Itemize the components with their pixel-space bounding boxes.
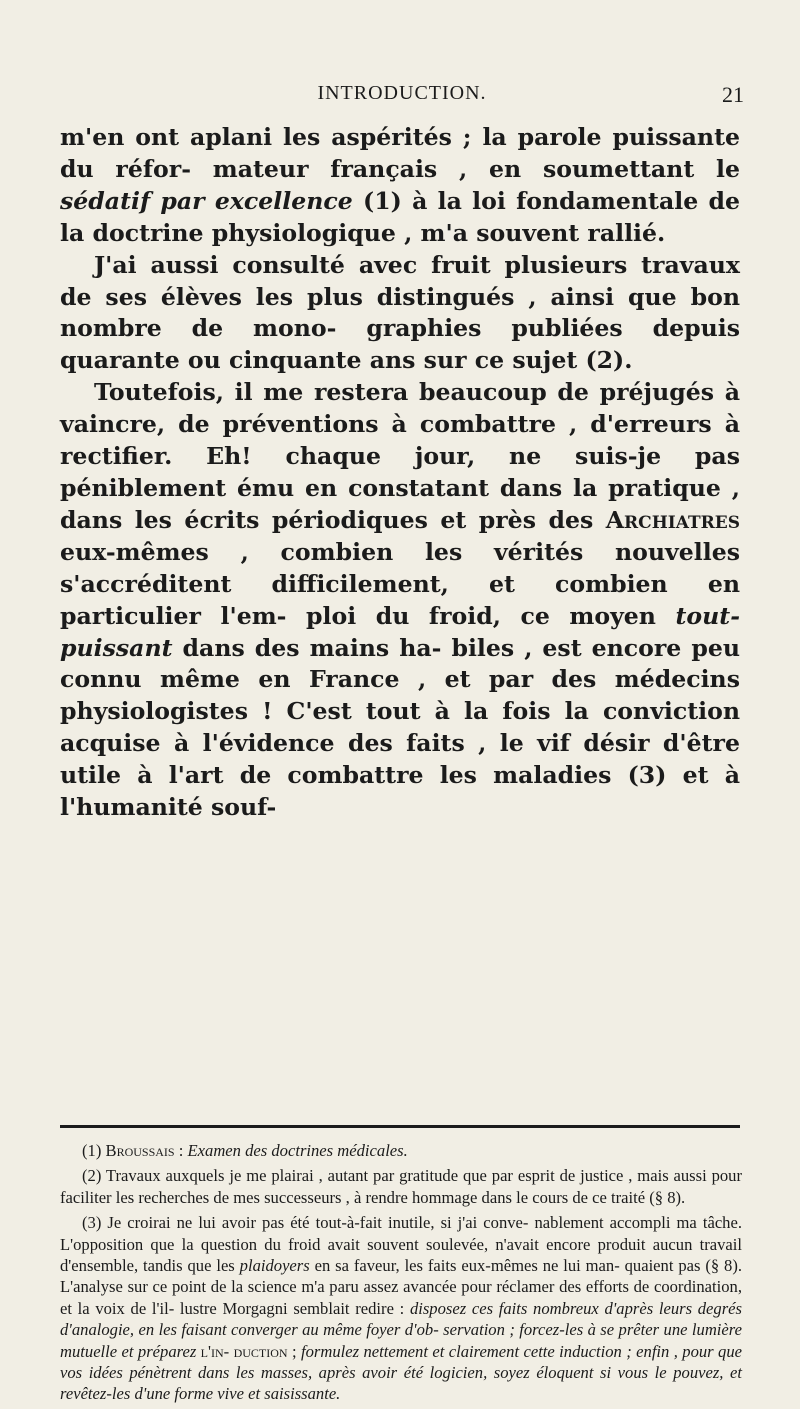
paragraph-1-italic: sédatif par excellence (60, 186, 353, 215)
paragraph-2: J'ai aussi consulté avec fruit plusieurs travaux de ses élèves les plus distingués , ainsi que bon nombre de mono- graphies publiées depuis quarante ou cinquante ans sur ce sujet (2). (60, 250, 740, 375)
footnote-3 (60, 1212, 742, 1405)
paragraph-3-text-a: Toutefois, il me restera beaucoup de préjugés à vaincre, de préventions à combattre , d'erreurs à rectifier. Eh! chaque jour, ne suis-je pas péniblement ému en constatant dans la pratique , dans les écrits périodiques et près des (60, 378, 740, 534)
paragraph-1 (60, 122, 740, 250)
page-header (60, 82, 744, 112)
running-head: INTRODUCTION. (317, 82, 487, 104)
footnote-2: (2) Travaux auxquels je me plairai , autant par gratitude que par esprit de justice , mais aussi pour faciliter les recherches de mes successeurs , à rendre hommage dans le cours de ce traité (§ 8). (60, 1166, 742, 1207)
paragraph-3 (60, 377, 740, 824)
footnote-3-text-c: ; (287, 1341, 301, 1361)
paragraph-1-text-a: m'en ont aplani les aspérités ; la parole puissante du réfor- mateur français , en soumettant le (60, 123, 740, 183)
footnote-1 (60, 1140, 742, 1161)
main-text (60, 122, 740, 824)
footnote-1-number: (1) (82, 1141, 106, 1160)
footnote-1-title: Examen des doctrines médicales. (187, 1141, 408, 1160)
page-number: 21 (722, 82, 744, 107)
footnote-1-separator: : (174, 1141, 188, 1160)
footnote-3-smallcaps: l'in- duction (196, 1341, 288, 1361)
footnote-3-text-a: (3) Je croirai ne lui avoir pas été tout-à-fait inutile, si j'ai conve- nablement accompli ma tâche. L'opposition que la question du froid avait souvent soulevée, n'avait encore produit aucun travail d'ensemble, tandis que les (60, 1213, 742, 1276)
footnote-3-text-b: en sa faveur, les faits eux-mêmes ne lui man- quaient pas (§ 8). L'analyse sur ce point de la science m'a paru assez avancée pour réclamer des efforts de coordination, et la voix de l'il- lustre Morgagni semblait redire : (60, 1256, 742, 1318)
footnote-3-italic-2: disposez ces faits nombreux d'après leurs degrés d'analogie, en les faisant converger au même foyer d'ob- servation ; forcez-les à se prêter une lumière mutuelle et préparez (60, 1298, 742, 1361)
footnote-3-italic-1: plaidoyers (239, 1256, 310, 1276)
paragraph-3-smallcaps: Archiatres (605, 505, 740, 534)
paragraph-3-text-c: dans des mains ha- biles , est encore peu connu même en France , et par des médecins physiologistes ! C'est tout à la fois la conviction acquise à l'évidence des faits , le vif désir d'être utile à l'art de combattre les maladies (3) et à l'humanité souf- (60, 633, 740, 822)
footnote-1-author: Broussais (105, 1141, 175, 1160)
footnote-divider (60, 1125, 740, 1128)
footnotes (60, 1140, 742, 1409)
paragraph-1-text-b: (1) à la loi fondamentale de la doctrine physiologique , m'a souvent rallié. (60, 186, 740, 247)
paragraph-3-text-b: eux-mêmes , combien les vérités nouvelles s'accréditent difficilement, et combien en particulier l'em- ploi du froid, ce moyen (60, 537, 740, 630)
footnote-3-italic-3: formulez nettement et clairement cette induction ; enfin , pour que vos idées pénètrent dans les masses, après avoir été logicien, soyez éloquent si vous le pouvez, et revêtez-les d'une forme vive et saisissante. (60, 1341, 742, 1404)
paragraph-3-italic: tout-puissant (60, 601, 740, 662)
